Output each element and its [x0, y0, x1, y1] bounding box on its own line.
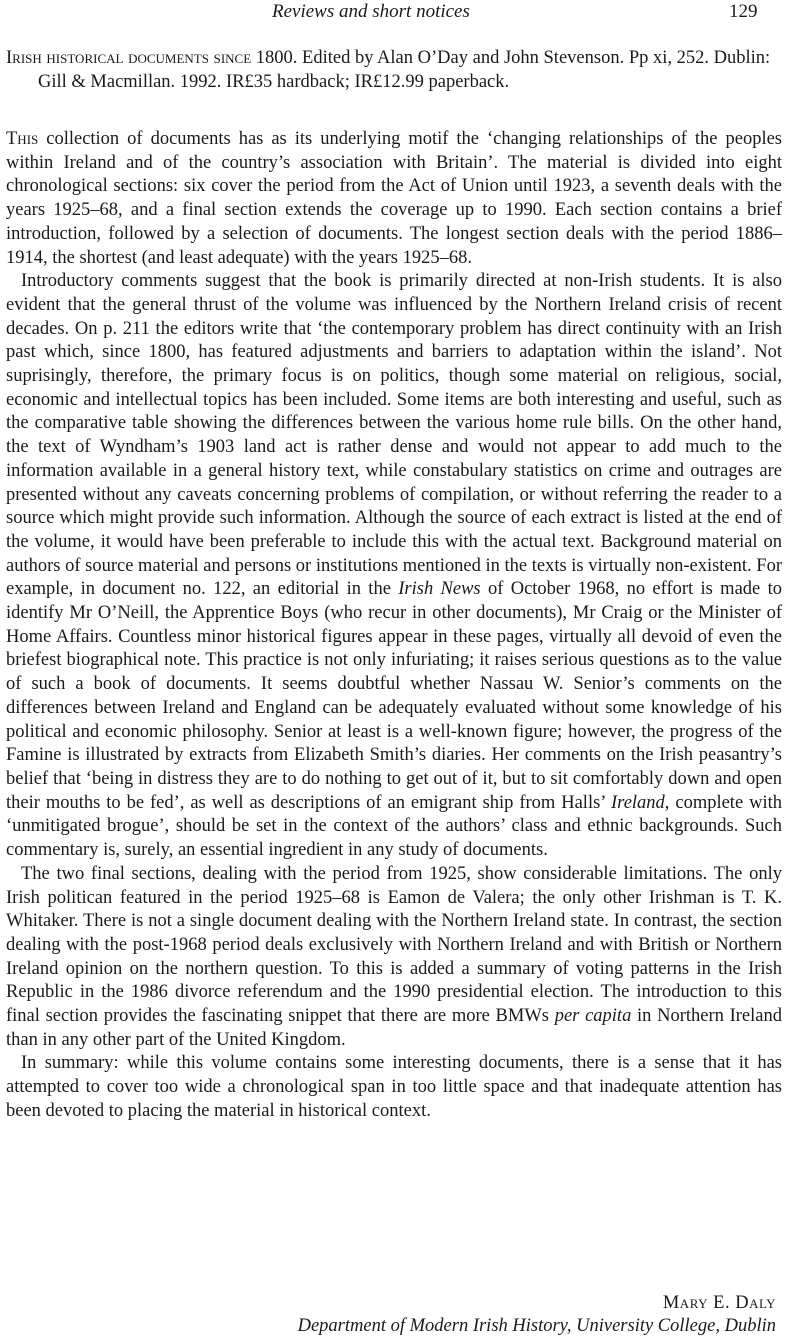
paragraph-text: Introductory comments suggest that the book is primarily directed at non-Irish students. It is also evident that the general thrust of the volume was influenced by the Northern Ireland crisis of recent decades. On p. 211 the editors write that ‘the contemporary problem has direct continuity with an Irish past which, since 1800, has featured adjustments and barriers to adaptation within the island’. Not suprisingly, therefore, the primary focus is on politics, though some material on religious, social, economic and intellectual topics has been included. Some items are both interesting and useful, such as the comparative table showing the differences between the various home rule bills. On the other hand, the text of Wyndham’s 1903 land act is rather dense and would not appear to add much to the information available in a general history text, while constabulary statistics on crime and outrages are presented without any caveats concerning problems of compilation, or without referring the reader to a source which might provide such information. Although the source of each extract is listed at the end of the volume, it would have been preferable to include this with the actual text. Background material on authors of source material and persons or institutions mentioned in the texts is virtually non-existent. For example, in document no. 122, an editorial in the: [6, 271, 782, 600]
review-paragraph-2: [6, 270, 782, 863]
paragraph-text: , complete with ‘unmitigated brogue’, should be set in the context of the authors’ class and ethnic backgrounds. Such commentary is, surely, an essential ingredient in any study of documents.: [6, 792, 782, 861]
book-citation: [6, 46, 794, 94]
reviewer-affiliation: Department of Modern Irish History, University College, Dublin: [297, 1316, 776, 1336]
running-header: [0, 0, 800, 28]
opening-word: This: [6, 129, 39, 149]
paragraph-text: The two final sections, dealing with the period from 1925, show considerable limitations. The only Irish politican featured in the period 1925–68 is Eamon de Valera; the only other Irishman is T. K. Whitaker. There is not a single document dealing with the Northern Ireland state. In contrast, the section dealing with the post-1968 period deals exclusively with Northern Ireland and with British or Northern Ireland opinion on the northern question. To this is added a summary of voting patterns in the Irish Republic in the 1986 divorce referendum and the 1990 presidential election. The introduction to this final section provides the fascinating snippet that there are more BMWs: [6, 863, 782, 1027]
review-paragraph-3: [6, 863, 782, 1053]
paragraph-text: of October 1968, no effort is made to identify Mr O’Neill, the Apprentice Boys (who recur in other documents), Mr Craig or the Minister of Home Affairs. Countless minor historical figures appear in these pages, virtually all devoid of even the briefest biographical note. This practice is not only infuriating; it raises serious questions as to the value of such a book of documents. It seems doubtful whether Nassau W. Senior’s comments on the differences between Ireland and England can be adequately evaluated without some knowledge of his political and economic philosophy. Senior at least is a well-known figure; however, the progress of the Famine is illustrated by extracts from Elizabeth Smith’s diaries. Her comments on the Irish peasantry’s belief that ‘being in distress they are to do nothing to get out of it, but to sit comfortably down and open their mouths to be fed’, as well as descriptions of an emigrant ship from Halls’: [6, 579, 782, 813]
book-details: 1800. Edited by Alan O’Day and John Stevenson. Pp xi, 252. Dublin: Gill & Macmillan. 1992. IR£35 hardback; IR£12.99 paperback.: [38, 48, 771, 92]
review-body: [6, 128, 782, 1124]
paragraph-text: in Northern Ireland than in any other part of the United Kingdom.: [6, 1006, 782, 1050]
running-title: Reviews and short notices: [272, 1, 470, 22]
reviewer-name: Mary E. Daly: [662, 1293, 776, 1313]
page-number: 129: [729, 1, 758, 22]
emphasis-text: per capita: [554, 1006, 632, 1027]
publication-title: Ireland: [611, 792, 665, 813]
book-title: Irish historical documents since: [6, 48, 252, 68]
publication-title: Irish News: [398, 579, 481, 600]
review-paragraph-4: In summary: while this volume contains some interesting documents, there is a sense that it has attempted to cover too wide a chronological span in too little space and that inadequate attention has been devoted to placing the material in historical context.: [6, 1053, 782, 1121]
review-paragraph-1: [6, 128, 782, 270]
paragraph-text: collection of documents has as its underlying motif the ‘changing relationships of the peoples within Ireland and of the country’s association with Britain’. The material is divided into eight chronological sections: six cover the period from the Act of Union until 1923, a seventh deals with the years 1925–68, and a final section extends the coverage up to 1990. Each section contains a brief introduction, followed by a selection of documents. The longest section deals with the period 1886–1914, the shortest (and least adequate) with the years 1925–68.: [6, 129, 782, 268]
